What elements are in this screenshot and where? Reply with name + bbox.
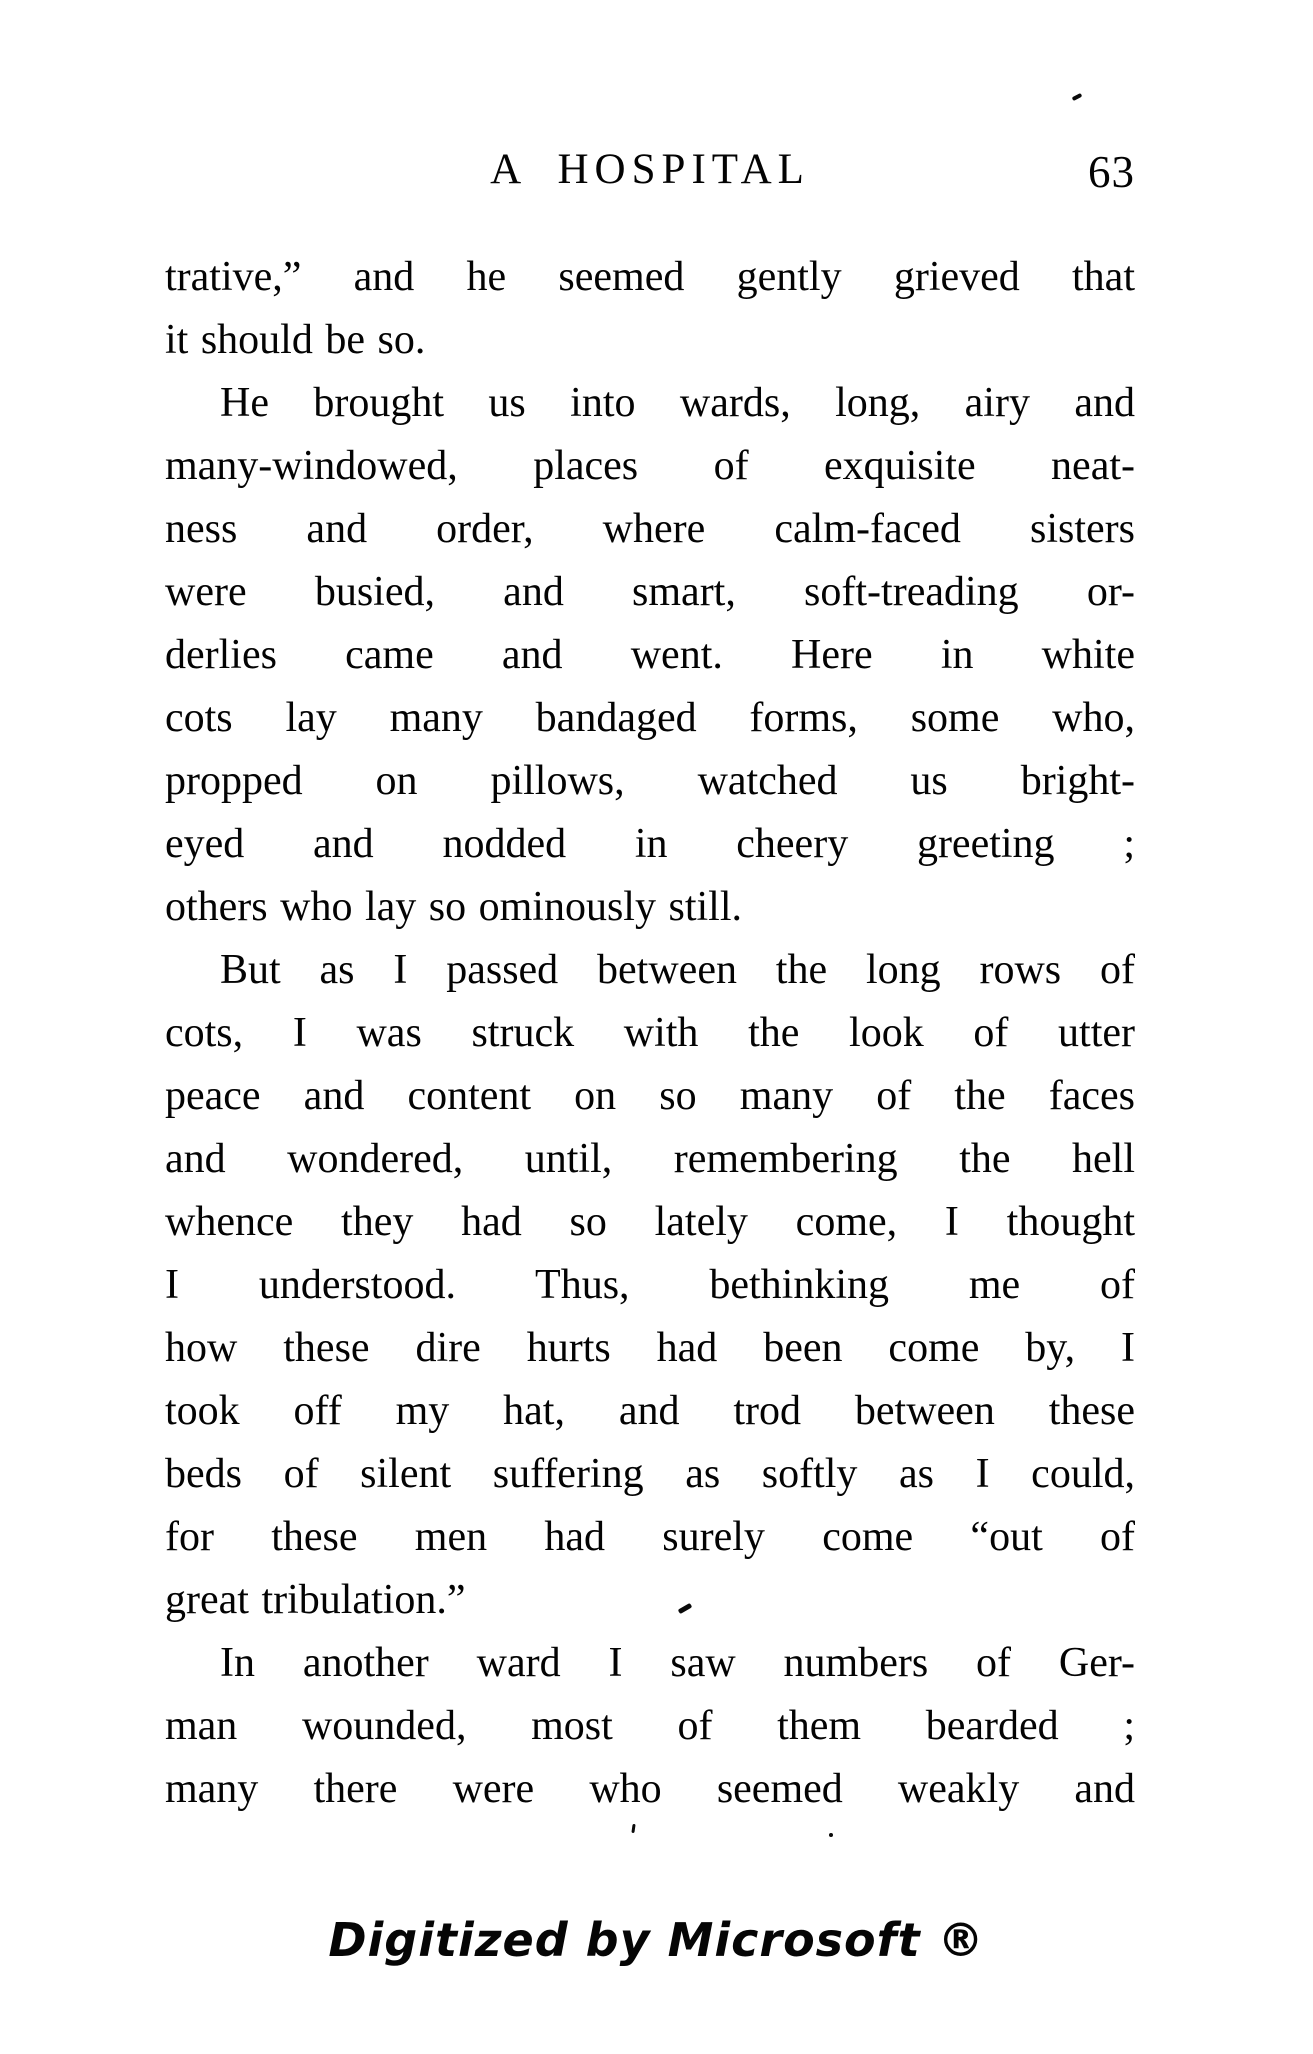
text-line: trative,” and he seemed gently grieved that: [165, 254, 1135, 300]
text-line: others who lay so ominously still.: [165, 884, 742, 930]
text-line: propped on pillows, watched us bright-: [165, 758, 1135, 804]
text-line: peace and content on so many of the faces: [165, 1073, 1135, 1119]
text-line: ness and order, where calm-faced sisters: [165, 506, 1135, 552]
text-line: and wondered, until, remembering the hell: [165, 1136, 1135, 1182]
text-line: beds of silent suffering as softly as I could,: [165, 1451, 1135, 1497]
text-line: it should be so.: [165, 317, 426, 363]
text-line: man wounded, most of them bearded ;: [165, 1703, 1135, 1749]
text-line: cots lay many bandaged forms, some who,: [165, 695, 1135, 741]
text-line: how these dire hurts had been come by, I: [165, 1325, 1135, 1371]
text-line: I understood. Thus, bethinking me of: [165, 1262, 1135, 1308]
text-line: He brought us into wards, long, airy and: [220, 380, 1135, 426]
text-line: derlies came and went. Here in white: [165, 632, 1135, 678]
text-line: eyed and nodded in cheery greeting ;: [165, 821, 1135, 867]
text-line: But as I passed between the long rows of: [220, 947, 1135, 993]
digitized-watermark: Digitized by Microsoft ®: [328, 1913, 985, 1967]
text-line: great tribulation.”: [165, 1577, 466, 1623]
text-line: for these men had surely come “out of: [165, 1514, 1135, 1560]
text-line: many there were who seemed weakly and: [165, 1766, 1135, 1812]
scan-artifact-speck: [829, 1833, 833, 1837]
body-text: [165, 246, 1135, 1821]
page-number: 63: [1088, 147, 1135, 197]
scan-artifact-speck: [631, 1824, 635, 1833]
text-line: were busied, and smart, soft-treading or-: [165, 569, 1135, 615]
text-line: whence they had so lately come, I thought: [165, 1199, 1135, 1245]
text-line: cots, I was struck with the look of utter: [165, 1010, 1135, 1056]
running-head-title: A HOSPITAL: [490, 146, 810, 193]
text-line: many-windowed, places of exquisite neat-: [165, 443, 1135, 489]
scan-artifact-speck: [1072, 93, 1083, 101]
text-line: took off my hat, and trod between these: [165, 1388, 1135, 1434]
text-line: In another ward I saw numbers of Ger-: [220, 1640, 1135, 1686]
page-header: [165, 145, 1135, 201]
